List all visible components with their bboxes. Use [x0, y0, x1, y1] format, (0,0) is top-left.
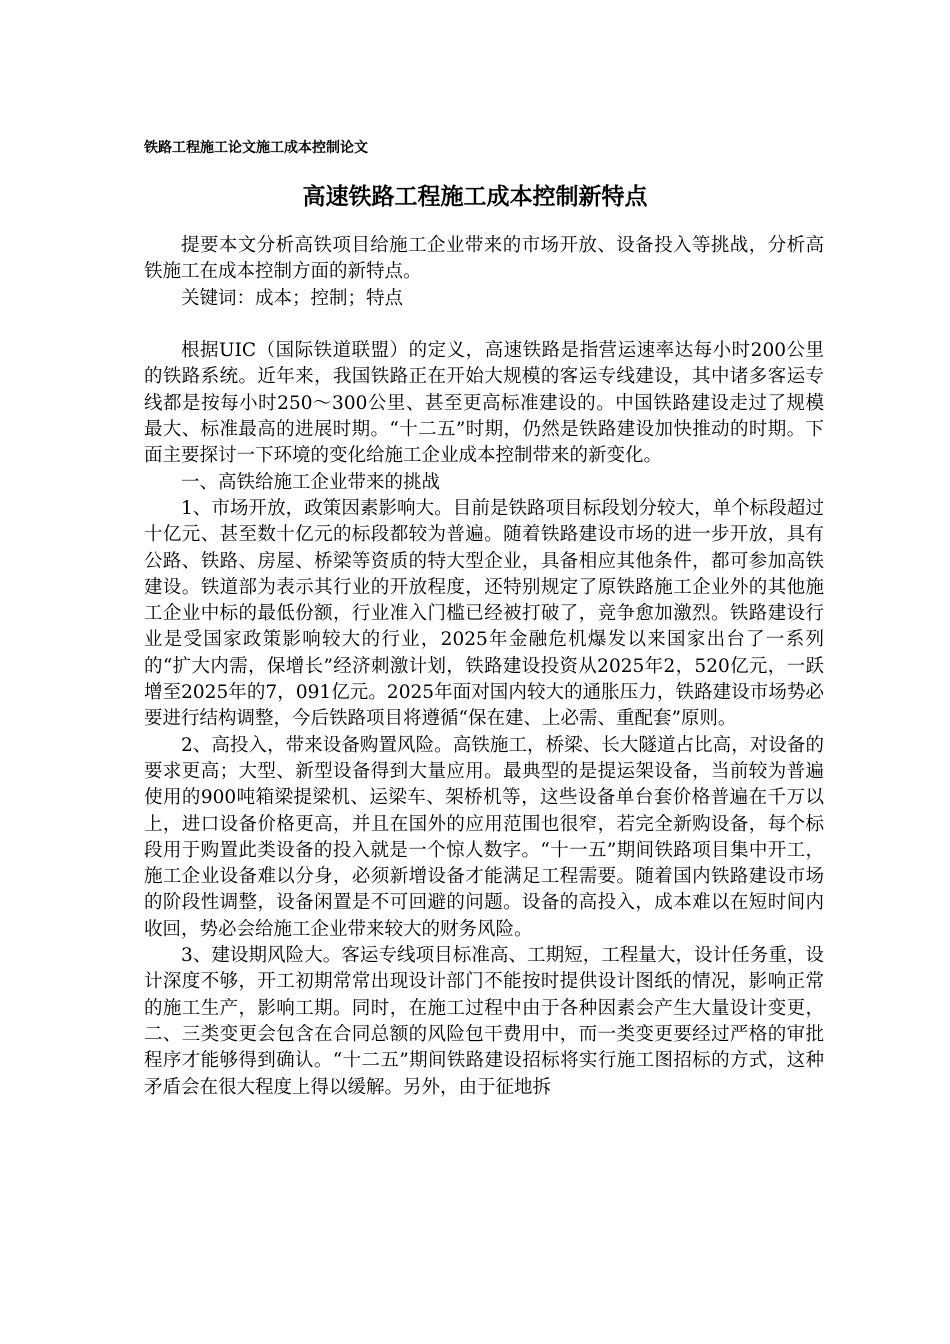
- document-body: [144, 233, 824, 1101]
- body-paragraph: 2、高投入，带来设备购置风险。高铁施工，桥梁、长大隧道占比高，对设备的要求更高；大型、新型设备得到大量应用。最典型的是提运架设备，当前较为普遍使用的900吨箱梁提梁机、运梁车、架桥机等，这些设备单台套价格普遍在千万以上，进口设备价格更高，并且在国外的应用范围也很窄，若完全新购设备，每个标段用于购置此类设备的投入就是一个惊人数字。“十一五”期间铁路项目集中开工，施工企业设备难以分身，必须新增设备才能满足工程需要。随着国内铁路建设市场的阶段性调整，设备闲置是不可回避的问题。设备的高投入，成本难以在短时间内收回，势必会给施工企业带来较大的财务风险。: [144, 734, 824, 940]
- body-paragraph: 根据UIC（国际铁道联盟）的定义，高速铁路是指营运速率达每小时200公里的铁路系统。近年来，我国铁路正在开始大规模的客运专线建设，其中诸多客运专线都是按每小时250～300公里、甚至更高标准建设的。中国铁路建设走过了规模最大、标准最高的进展时期。“十二五”时期，仍然是铁路建设加快推动的时期。下面主要探讨一下环境的变化给施工企业成本控制带来的新变化。: [144, 340, 824, 467]
- document-title: 高速铁路工程施工成本控制新特点: [302, 183, 648, 210]
- section-heading: 一、高铁给施工企业带来的挑战: [181, 471, 441, 493]
- body-paragraph: 1、市场开放，政策因素影响大。目前是铁路项目标段划分较大，单个标段超过十亿元、甚至数十亿元的标段都较为普遍。随着铁路建设市场的进一步开放，具有公路、铁路、房屋、桥梁等资质的特大型企业，具备相应其他条件，都可参加高铁建设。铁道部为表示其行业的开放程度，还特别规定了原铁路施工企业外的其他施工企业中标的最低份额，行业准入门槛已经被打破了，竞争愈加激烈。铁路建设行业是受国家政策影响较大的行业，2025年金融危机爆发以来国家出台了一系列的“扩大内需，保增长”经济刺激计划，铁路建设投资从2025年2，520亿元，一跃增至2025年的7，091亿元。2025年面对国内较大的通胀压力，铁路建设市场势必要进行结构调整，今后铁路项目将遵循“保在建、上必需、重配套”原则。: [144, 497, 824, 730]
- body-paragraph: 3、建设期风险大。客运专线项目标准高、工期短，工程量大，设计任务重，设计深度不够，开工初期常常出现设计部门不能按时提供设计图纸的情况，影响正常的施工生产，影响工期。同时，在施工过程中由于各种因素会产生大量设计变更，二、三类变更会包含在合同总额的风险包干费用中，而一类变更要经过严格的审批程序才能够得到确认。“十二五”期间铁路建设招标将实行施工图招标的方式，这种矛盾会在很大程度上得以缓解。另外，由于征地拆: [144, 945, 824, 1098]
- document-header: 铁路工程施工论文施工成本控制论文: [144, 140, 368, 156]
- abstract-paragraph: 提要本文分析高铁项目给施工企业带来的市场开放、设备投入等挑战，分析高铁施工在成本控制方面的新特点。: [144, 235, 824, 283]
- keywords-line: 关键词：成本；控制；特点: [181, 287, 404, 309]
- paragraph-spacer: [144, 312, 824, 338]
